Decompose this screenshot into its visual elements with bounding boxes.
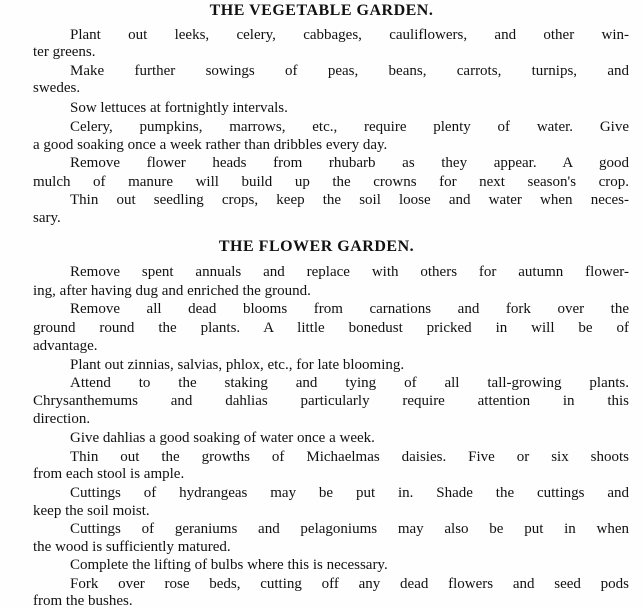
flower-line-10: Give dahlias a good soaking of water once a week. xyxy=(70,430,375,446)
flower-line-1: Remove spent annuals and replace with others for autumn flower- xyxy=(70,264,629,280)
flower-line-16: the wood is sufficiently matured. xyxy=(33,539,231,555)
flower-line-14: keep the soil moist. xyxy=(33,503,150,519)
flower-line-9: direction. xyxy=(33,411,91,427)
flower-garden-heading: THE FLOWER GARDEN. xyxy=(218,238,415,255)
flower-line-12: from each stool is ample. xyxy=(33,466,185,482)
flower-line-4: ground round the plants. A little bonedust pricked in will be of xyxy=(33,320,629,336)
flower-line-3: Remove all dead blooms from carnations and fork over the xyxy=(70,301,629,317)
vegetable-line-4: swedes. xyxy=(33,80,81,96)
vegetable-line-6: Celery, pumpkins, marrows, etc., require plenty of water. Give xyxy=(70,119,629,135)
flower-line-6: Plant out zinnias, salvias, phlox, etc., for late blooming. xyxy=(70,357,405,373)
vegetable-line-5: Sow lettuces at fortnightly intervals. xyxy=(70,100,288,116)
flower-line-15: Cuttings of geraniums and pelagoniums may also be put in when xyxy=(70,521,629,537)
flower-line-8: Chrysanthemums and dahlias particularly require attention in this xyxy=(33,393,629,409)
vegetable-line-7: a good soaking once a week rather than dribbles every day. xyxy=(33,137,388,153)
vegetable-line-8: Remove flower heads from rhubarb as they appear. A good xyxy=(70,155,629,171)
flower-line-5: advantage. xyxy=(33,338,98,354)
flower-line-18: Fork over rose beds, cutting off any dead flowers and seed pods xyxy=(70,576,629,592)
flower-line-11: Thin out the growths of Michaelmas daisies. Five or six shoots xyxy=(70,449,629,465)
vegetable-line-1: Plant out leeks, celery, cabbages, cauliflowers, and other win- xyxy=(70,27,629,43)
vegetable-garden-heading: THE VEGETABLE GARDEN. xyxy=(209,2,434,19)
flower-line-17: Complete the lifting of bulbs where this is necessary. xyxy=(70,557,388,573)
flower-line-2: ing, after having dug and enriched the ground. xyxy=(33,283,311,299)
flower-line-19: from the bushes. xyxy=(33,593,133,609)
vegetable-line-9: mulch of manure will build up the crowns for next season's crop. xyxy=(33,174,629,190)
vegetable-line-2: ter greens. xyxy=(33,44,96,60)
vegetable-line-3: Make further sowings of peas, beans, carrots, turnips, and xyxy=(70,63,629,79)
flower-line-13: Cuttings of hydrangeas may be put in. Shade the cuttings and xyxy=(70,485,629,501)
flower-line-7: Attend to the staking and tying of all tall-growing plants. xyxy=(70,375,629,391)
vegetable-line-11: sary. xyxy=(33,210,61,226)
vegetable-line-10: Thin out seedling crops, keep the soil loose and water when neces- xyxy=(70,192,629,208)
